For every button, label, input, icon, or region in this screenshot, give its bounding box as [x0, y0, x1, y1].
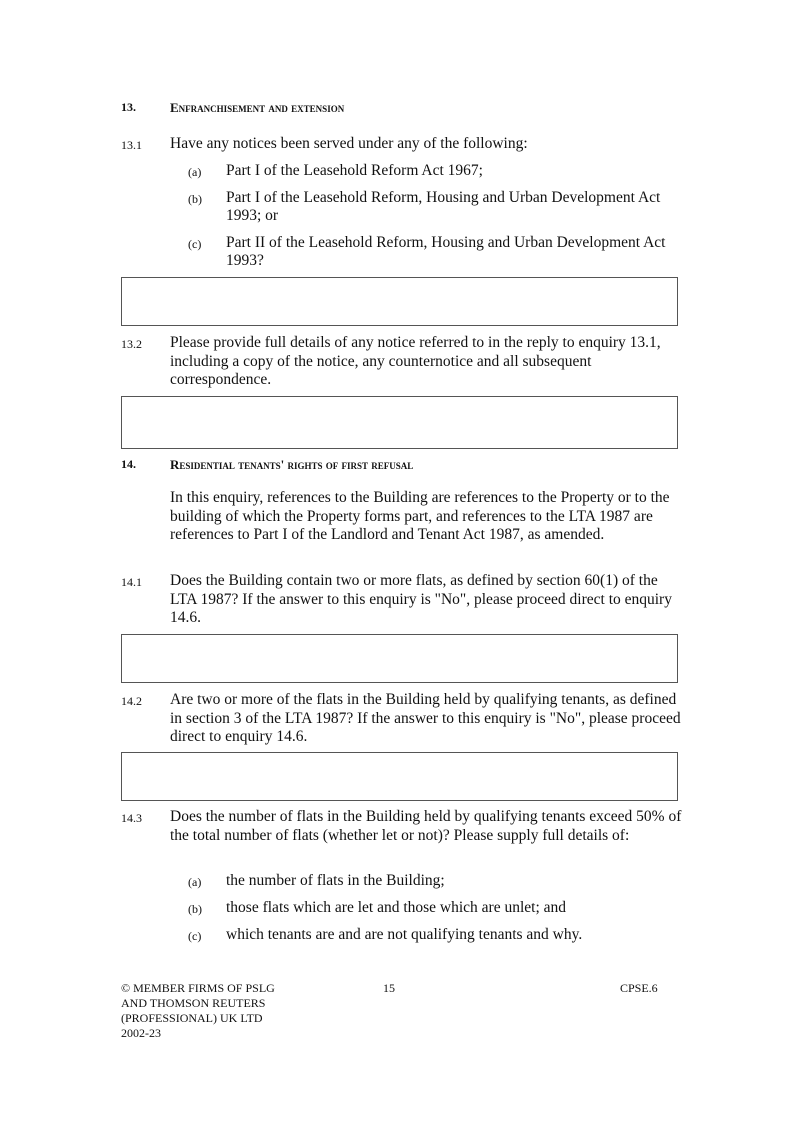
section-title: Enfranchisement and extension	[170, 100, 345, 115]
enquiry-text: Does the Building contain two or more flats, as defined by section 60(1) of the LTA 1987? If the answer to this enquiry is "No", please proceed direct to enquiry 14.6.	[170, 572, 672, 626]
page-number: 15	[383, 981, 395, 995]
list-item-text: those flats which are let and those which are unlet; and	[226, 899, 567, 916]
footer-copyright	[121, 981, 321, 1041]
section-title: Residential tenants' rights of first refusal	[170, 457, 414, 472]
form-code: CPSE.6	[620, 981, 658, 995]
section-number: 14.	[121, 457, 136, 471]
list-item-letter: (c)	[188, 237, 202, 251]
list-item-text: which tenants are and are not qualifying tenants and why.	[226, 926, 583, 943]
enquiry-text: Have any notices been served under any of the following:	[170, 135, 528, 152]
list-item-text: Part I of the Leasehold Reform Act 1967;	[226, 162, 483, 179]
enquiry-number: 14.1	[121, 575, 142, 589]
enquiry-number: 13.2	[121, 337, 142, 351]
list-item-text: the number of flats in the Building;	[226, 872, 445, 889]
answer-box-13-2[interactable]	[121, 396, 678, 449]
enquiry-text: Does the number of flats in the Building held by qualifying tenants exceed 50% of the total number of flats (whether let or not)? Please supply full details of:	[170, 808, 682, 844]
enquiry-number: 13.1	[121, 138, 142, 152]
list-item-letter: (b)	[188, 902, 202, 916]
enquiry-text: Are two or more of the flats in the Building held by qualifying tenants, as defined in section 3 of the LTA 1987? If the answer to this enquiry is "No", please proceed direct to enquiry 14.6.	[170, 691, 681, 745]
section-14-intro: In this enquiry, references to the Building are references to the Property or to the building of which the Property forms part, and references to the LTA 1987 are references to Part I of the Landlord and Tenant Act 1987, as amended.	[170, 489, 670, 543]
answer-box-14-2[interactable]	[121, 752, 678, 801]
list-item-letter: (b)	[188, 192, 202, 206]
list-item-letter: (c)	[188, 929, 202, 943]
enquiry-number: 14.2	[121, 694, 142, 708]
section-number: 13.	[121, 100, 136, 114]
footer-copyright-line: AND THOMSON REUTERS	[121, 996, 266, 1010]
list-item-text: Part I of the Leasehold Reform, Housing and Urban Development Act 1993; or	[226, 189, 661, 224]
footer-copyright-line: © MEMBER FIRMS OF PSLG	[121, 981, 275, 995]
list-item-text: Part II of the Leasehold Reform, Housing and Urban Development Act 1993?	[226, 234, 666, 269]
list-item-letter: (a)	[188, 165, 202, 179]
list-item-letter: (a)	[188, 875, 202, 889]
answer-box-13-1[interactable]	[121, 277, 678, 326]
footer-copyright-line: 2002-23	[121, 1026, 161, 1040]
answer-box-14-1[interactable]	[121, 634, 678, 683]
enquiry-number: 14.3	[121, 811, 142, 825]
enquiry-text: Please provide full details of any notice referred to in the reply to enquiry 13.1, including a copy of the notice, any counternotice and all subsequent correspondence.	[170, 334, 661, 388]
footer-copyright-line: (PROFESSIONAL) UK LTD	[121, 1011, 263, 1025]
